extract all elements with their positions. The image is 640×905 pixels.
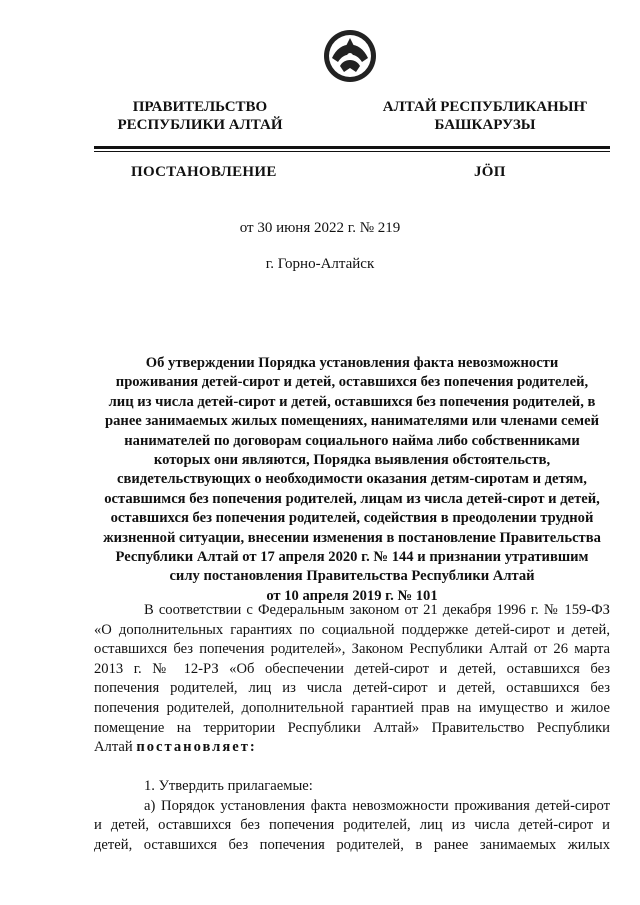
preamble-last-line bbox=[94, 738, 610, 758]
title-line: жизненной ситуации, внесении изменения в постановление Правительства bbox=[103, 529, 601, 546]
title-line: свидетельствующих о необходимости оказания детям-сиротам и детям, bbox=[117, 471, 587, 488]
preamble-line: попечения родителей, дополнительной гарантией прав на имущество и жилое bbox=[94, 699, 610, 716]
title-line: оставшимся без попечения родителей, лицам из числа детей-сирот и детей, bbox=[104, 490, 600, 507]
title-line: проживания детей-сирот и детей, оставшихся без попечения родителей, bbox=[115, 374, 589, 391]
title-line: от 10 апреля 2019 г. № 101 bbox=[266, 587, 438, 604]
preamble-last-prefix: Алтай bbox=[94, 739, 137, 756]
title-line: лиц из числа детей-сирот и детей, оставшихся без попечения родителей, в bbox=[108, 393, 596, 410]
title-line: оставшихся без попечения родителей, содействия в преодолении трудной bbox=[110, 510, 594, 527]
header-left-line-2: РЕСПУБЛИКИ АЛТАЙ bbox=[117, 117, 283, 133]
coat-of-arms-emblem-icon bbox=[322, 28, 378, 84]
document-title bbox=[94, 354, 610, 606]
preamble-paragraph bbox=[94, 601, 610, 758]
clause-section bbox=[94, 777, 610, 855]
header-right-line-1: АЛТАЙ РЕСПУБЛИКАНЫҤ bbox=[382, 99, 588, 115]
preamble-line: оставшихся без попечения родителей», Законом Республики Алтай от 26 марта bbox=[94, 641, 610, 658]
clause-item-1: 1. Утвердить прилагаемые: bbox=[144, 778, 313, 794]
document-city: г. Горно-Алтайск bbox=[265, 256, 375, 272]
header-divider-thin bbox=[94, 151, 610, 152]
header-divider-thick bbox=[94, 146, 610, 149]
doc-type-left: ПОСТАНОВЛЕНИЕ bbox=[131, 164, 277, 180]
header-right-block bbox=[380, 98, 590, 134]
preamble-line: 2013 г. № 12-РЗ «Об обеспечении детей-сирот и детей, оставшихся без bbox=[94, 660, 610, 677]
title-line: силу постановления Правительства Республики Алтай bbox=[169, 568, 535, 585]
doc-type-right: JӦП bbox=[474, 164, 506, 180]
clause-sub-a-line: а) Порядок установления факта невозможности проживания детей-сирот bbox=[144, 797, 610, 814]
document-date-number: от 30 июня 2022 г. № 219 bbox=[239, 220, 401, 236]
title-line: Об утверждении Порядка установления факта невозможности bbox=[145, 355, 559, 371]
title-line: нанимателей по договорам социального найма либо собственниками bbox=[124, 432, 580, 449]
preamble-line: помещение на территории Республики Алтай» Правительство Республики bbox=[94, 719, 610, 736]
header-left-line-1: ПРАВИТЕЛЬСТВО bbox=[132, 99, 268, 115]
clause-sub-a-line: и детей, оставшихся без попечения родителей, лиц из числа детей-сирот и bbox=[94, 817, 610, 834]
title-line: которых они являются, Порядка выявления обстоятельств, bbox=[153, 452, 551, 469]
clause-sub-a-line: детей, оставшихся без попечения родителей, в ранее занимаемых жилых bbox=[94, 836, 610, 853]
preamble-line: попечения родителей, лиц из числа детей-сирот и детей, оставшихся без bbox=[94, 680, 610, 697]
header-left-block bbox=[100, 98, 300, 134]
preamble-line: В соответствии с Федеральным законом от 21 декабря 1996 г. № 159-ФЗ bbox=[144, 602, 610, 618]
resolution-keyword: постановляет: bbox=[136, 739, 257, 756]
title-line: ранее занимаемых жилых помещениях, нанимателями или членами семей bbox=[105, 413, 599, 430]
header-right-line-2: БАШКАРУЗЫ bbox=[434, 117, 536, 133]
title-line: Республики Алтай от 17 апреля 2020 г. № 144 и признании утратившим bbox=[115, 549, 589, 566]
preamble-line: «О дополнительных гарантиях по социальной поддержке детей-сирот и детей, bbox=[94, 621, 610, 638]
